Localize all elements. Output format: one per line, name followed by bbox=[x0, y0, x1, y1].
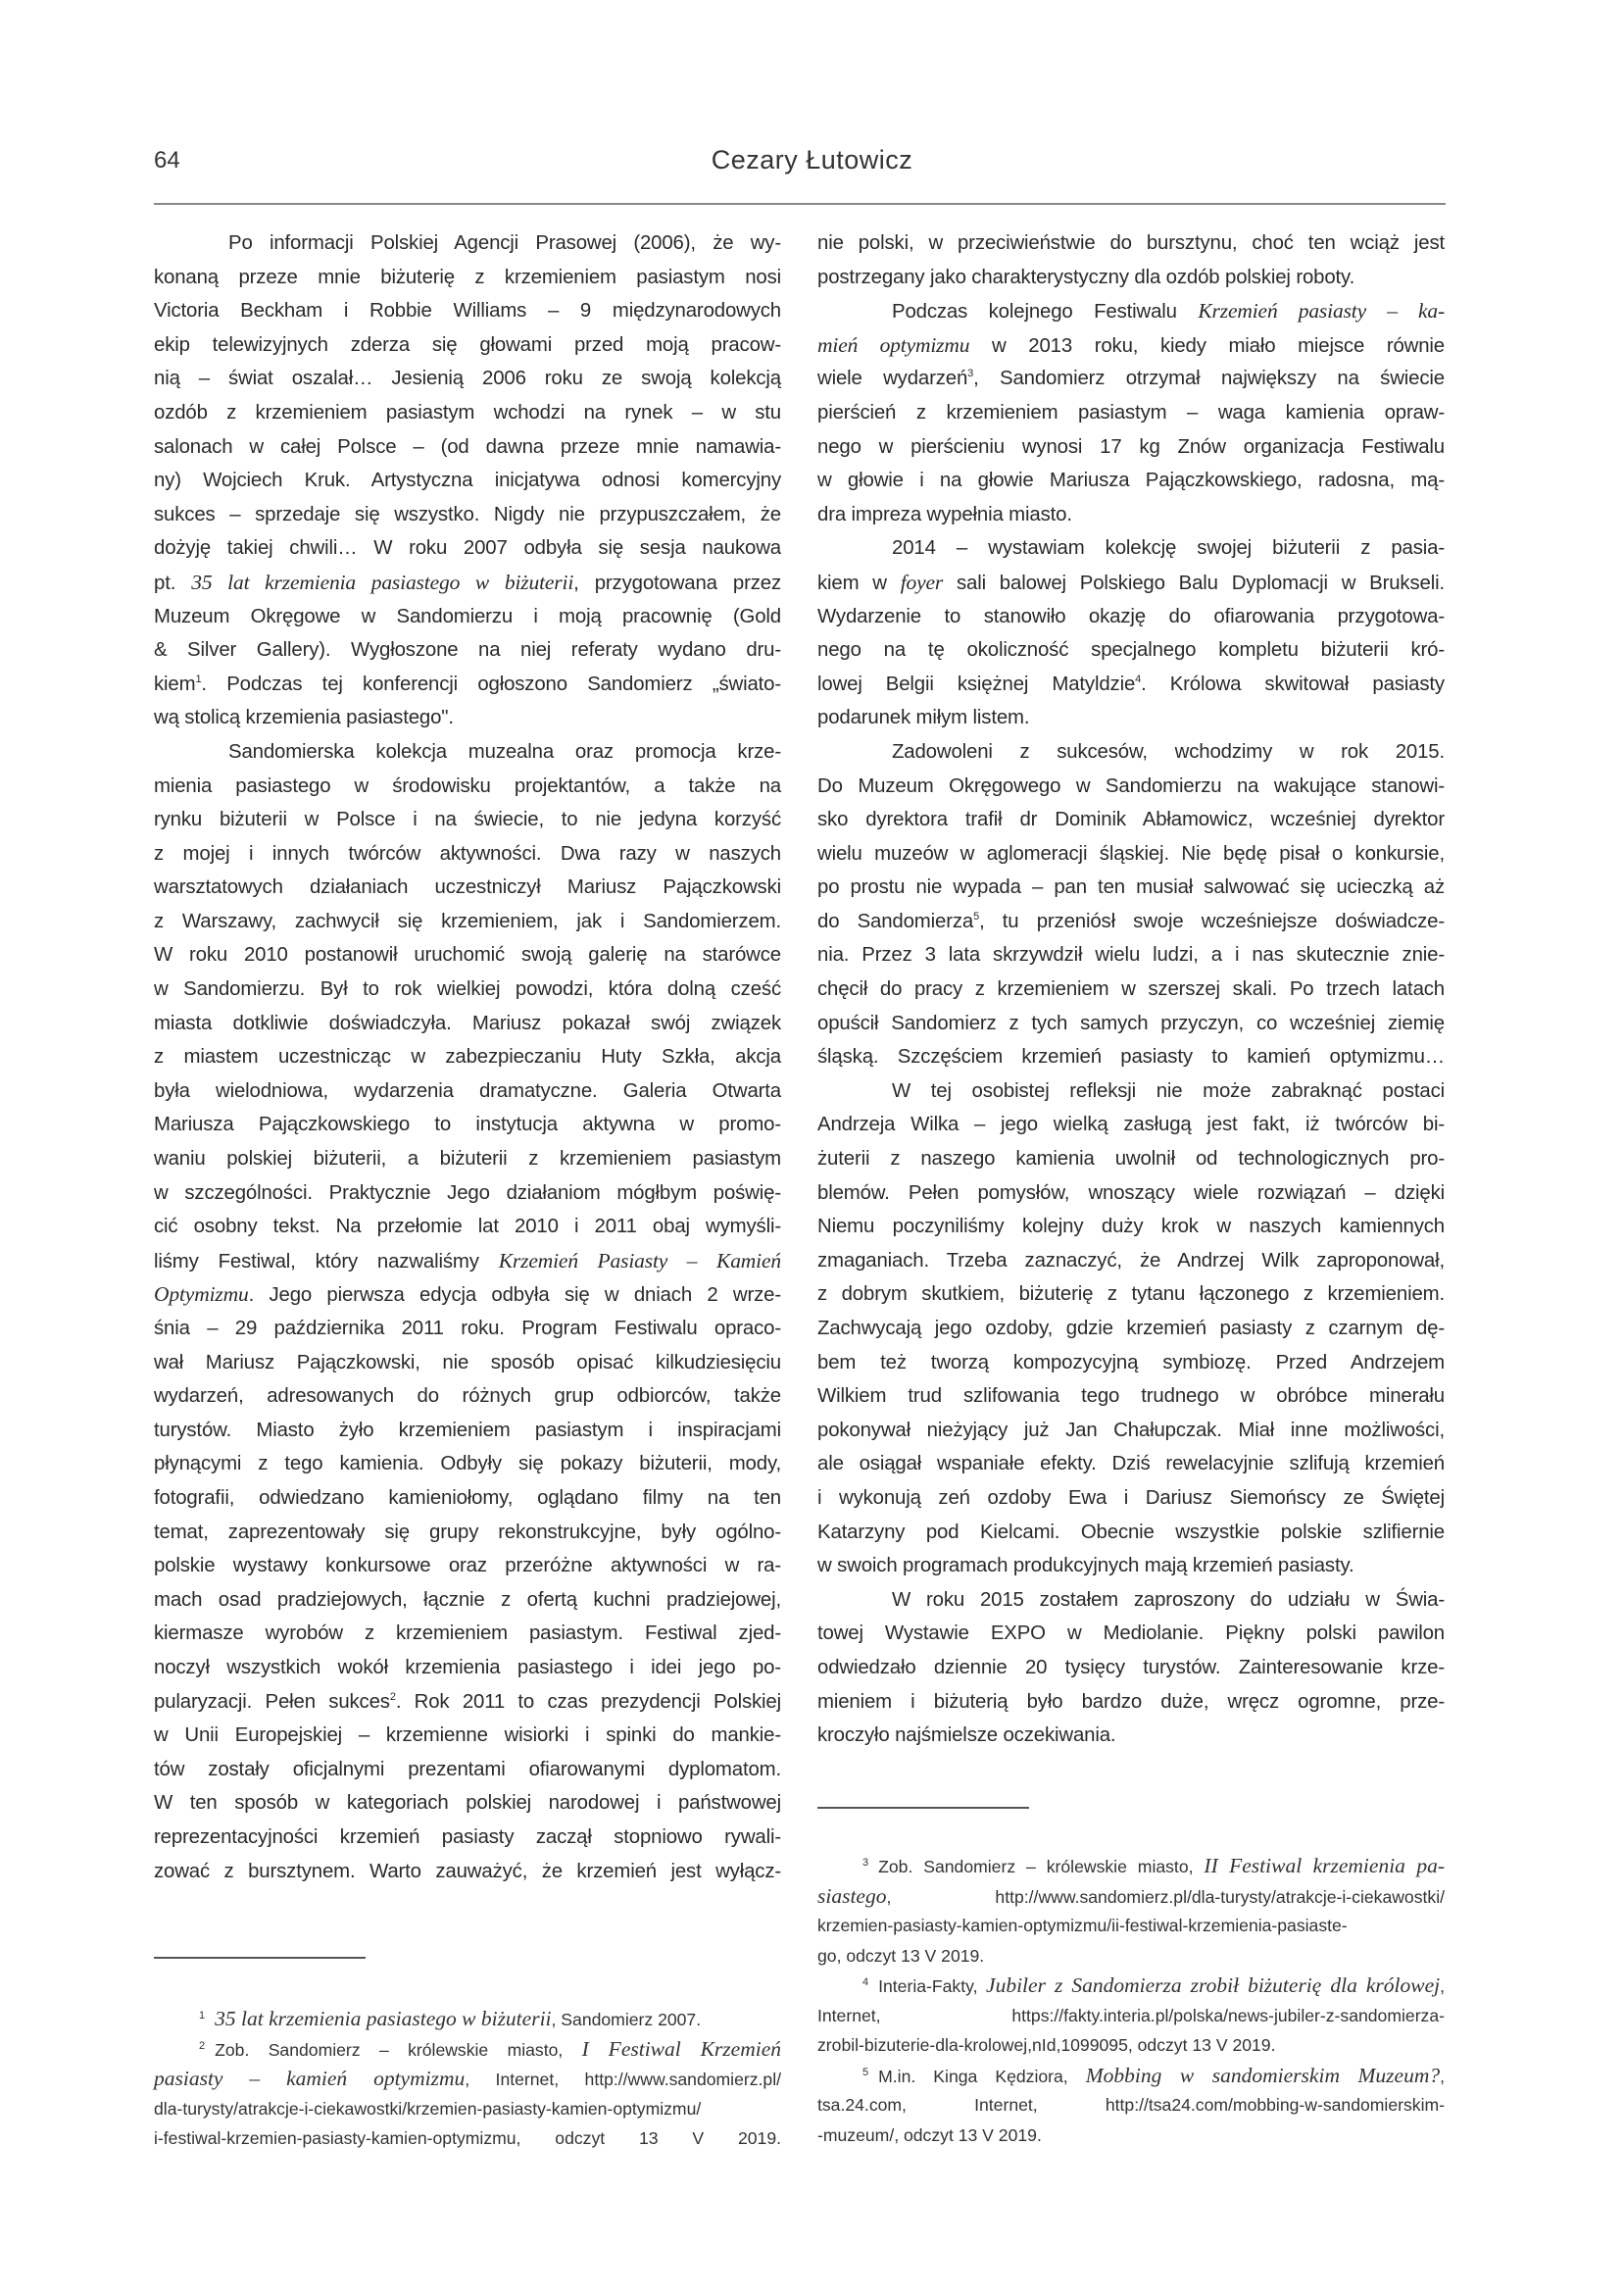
text-run: go, odczyt 13 V 2019. bbox=[817, 1945, 985, 1966]
text-line bbox=[154, 1074, 781, 1109]
text-run: Mariusza Pajączkowskiego to instytucja aktywna w promo- bbox=[154, 1114, 781, 1136]
text-line bbox=[154, 770, 781, 804]
text-run: Andrzeja Wilka – jego wielką zasługą jest fakt, iż twórców bi- bbox=[817, 1114, 1445, 1136]
text-run: waniu polskiej biżuterii, a biżuterii z krzemieniem pasiastym bbox=[154, 1148, 781, 1171]
text-run: noczył wszystkich wokół krzemienia pasiastego i idei jego po- bbox=[154, 1656, 781, 1678]
italic-text: foyer bbox=[900, 570, 944, 594]
text-run: dla-turysty/atrakcje-i-ciekawostki/krzemien-pasiasty-kamien-optymizmu/ bbox=[154, 2098, 702, 2119]
text-run: Niemu poczyniliśmy kolejny duży krok w naszych kamiennych bbox=[817, 1216, 1445, 1238]
text-run: . Królowa skwitował pasiasty bbox=[1141, 673, 1445, 695]
footnote-line bbox=[154, 2094, 781, 2124]
footnote-4 bbox=[817, 1971, 1445, 2061]
text-run: tsa.24.com, Internet, http://tsa24.com/mobbing-w-sandomierskim- bbox=[817, 2095, 1445, 2115]
text-line bbox=[154, 668, 781, 702]
footnotes-right bbox=[817, 1851, 1445, 2150]
text-run: warsztatowych działaniach uczestniczył Mariusz Pajączkowski bbox=[154, 876, 781, 899]
text-line bbox=[154, 1685, 781, 1720]
text-run: była wielodniowa, wydarzenia dramatyczne. Galeria Otwarta bbox=[154, 1079, 781, 1102]
text-line bbox=[154, 1481, 781, 1516]
text-run: . Podczas tej konferencji ogłoszono Sandomierz „świato- bbox=[201, 673, 781, 695]
footnote-2 bbox=[154, 2034, 781, 2154]
text-run: , Internet, http://www.sandomierz.pl/ bbox=[465, 2070, 781, 2089]
text-line bbox=[154, 1176, 781, 1211]
text-line bbox=[817, 1244, 1445, 1278]
footnote-line bbox=[817, 2121, 1445, 2151]
text-run: temat, zaprezentowały się grupy rekonstrukcyjne, były ogólno- bbox=[154, 1521, 781, 1543]
text-line bbox=[154, 1108, 781, 1142]
text-run: reprezentacyjności krzemień pasiasty zaczął stopniowo rywali- bbox=[154, 1825, 781, 1848]
footnote-line bbox=[154, 2064, 781, 2094]
text-run: Interia-Fakty, bbox=[878, 1976, 987, 1996]
text-column-right bbox=[817, 226, 1445, 1753]
text-run: , tu przeniósł swoje wcześniejsze doświadcze- bbox=[979, 910, 1445, 932]
paragraph-first-line bbox=[817, 294, 1445, 328]
text-run: Po informacji Polskiej Agencji Prasowej (2006), że wy- bbox=[228, 232, 781, 254]
text-run: w Unii Europejskiej – krzemienne wisiorki i spinki do mankie- bbox=[154, 1724, 781, 1747]
text-line bbox=[154, 1753, 781, 1787]
text-run: kroczyło najśmielsze oczekiwania. bbox=[817, 1724, 1116, 1747]
paragraph-first-line bbox=[817, 735, 1445, 770]
text-run: ale osiągał wspaniałe efekty. Dziś rewelacyjnie szlifują krzemień bbox=[817, 1453, 1445, 1475]
footnote-line: 2 Zob. Sandomierz – królewskie miasto, I Festiwal Krzemień bbox=[199, 2036, 781, 2061]
text-run: Podczas kolejnego Festiwalu bbox=[892, 301, 1199, 324]
text-run: W tej osobistej refleksji nie może zabraknąć postaci bbox=[892, 1079, 1445, 1102]
text-line bbox=[817, 1108, 1445, 1142]
text-line bbox=[154, 1277, 781, 1312]
text-run: mach osad pradziejowych, łącznie z ofertą kuchni pradziejowej, bbox=[154, 1588, 781, 1611]
text-line bbox=[154, 1007, 781, 1041]
footnote-line: 1 35 lat krzemienia pasiastego w biżuterii, Sandomierz 2007. bbox=[199, 2007, 702, 2030]
italic-text: I Festiwal Krzemień bbox=[581, 2036, 781, 2061]
text-run: sali balowej Polskiego Balu Dyplomacji w Brukseli. bbox=[943, 572, 1445, 594]
italic-text: pasiasty – kamień optymizmu bbox=[154, 2067, 466, 2090]
text-run: pularyzacji. Pełen sukces bbox=[154, 1690, 390, 1713]
text-run: cić osobny tekst. Na przełomie lat 2010 i 2011 obaj wymyśli- bbox=[154, 1216, 781, 1238]
text-run: kiem w bbox=[817, 572, 901, 594]
text-run: ozdób z krzemieniem pasiastym wchodzi na rynek – w stu bbox=[154, 401, 781, 424]
text-run: . Rok 2011 to czas prezydencji Polskiej bbox=[395, 1690, 782, 1713]
text-run: mienia pasiastego w środowisku projektantów, a także na bbox=[154, 774, 781, 797]
footnote-reference[interactable]: 3 bbox=[967, 368, 974, 380]
text-line bbox=[154, 464, 781, 498]
text-line bbox=[817, 261, 1445, 295]
text-line bbox=[817, 430, 1445, 465]
text-run: Katarzyny pod Kielcami. Obecnie wszystkie polskie szlifiernie bbox=[817, 1521, 1445, 1543]
text-run: wał Mariusz Pajączkowski, nie sposób opisać kilkudziesięciu bbox=[154, 1351, 781, 1373]
text-run: podarunek miłym listem. bbox=[817, 707, 1030, 729]
text-run: i-festiwal-krzemien-pasiasty-kamien-optymizmu, odczyt 13 V 2019. bbox=[154, 2128, 781, 2148]
text-run: tów zostały oficjalnymi prezentami ofiarowanymi dyplomatom. bbox=[154, 1758, 781, 1780]
text-run: żuterii z naszego kamienia uwolnił od technologicznych pro- bbox=[817, 1148, 1445, 1171]
text-line bbox=[154, 1414, 781, 1448]
text-run: miasta dotkliwie doświadczyła. Mariusz pokazał swój związek bbox=[154, 1012, 781, 1034]
text-line bbox=[817, 1379, 1445, 1414]
text-run: Zadowoleni z sukcesów, wchodzimy w rok 2015. bbox=[892, 740, 1445, 763]
text-run: w 2013 roku, kiedy miało miejsce równie bbox=[969, 334, 1445, 357]
text-run: nią – świat oszalał… Jesienią 2006 roku ze swoją kolekcją bbox=[154, 368, 781, 390]
text-run: Victoria Beckham i Robbie Williams – 9 międzynarodowych bbox=[154, 300, 781, 323]
text-run: turystów. Miasto żyło krzemieniem pasiastym i inspiracjami bbox=[154, 1419, 781, 1441]
footnote-line bbox=[817, 1881, 1445, 1912]
text-run: w Sandomierzu. Był to rok wielkiej powodzi, która dolną cześć bbox=[154, 978, 781, 1001]
text-line bbox=[154, 1379, 781, 1414]
text-run: kiermasze wyrobów z krzemieniem pasiastym. Festiwal zjed- bbox=[154, 1622, 781, 1645]
text-run: Internet, https://fakty.interia.pl/polska/news-jubiler-z-sandomierza- bbox=[817, 2005, 1445, 2025]
text-line bbox=[817, 1719, 1445, 1753]
footnote-reference[interactable]: 4 bbox=[1135, 673, 1142, 685]
text-run: śląską. Szczęściem krzemień pasiasty to kamień optymizmu… bbox=[817, 1046, 1445, 1069]
paragraph-first-line bbox=[154, 735, 781, 770]
text-line bbox=[817, 464, 1445, 498]
text-run: wą stolicą krzemienia pasiastego". bbox=[154, 707, 454, 729]
text-run: ny) Wojciech Kruk. Artystyczna inicjatywa odnosi komercyjny bbox=[154, 470, 781, 492]
text-run: sukces – sprzedaje się wszystko. Nigdy nie przypuszczałem, że bbox=[154, 503, 781, 525]
text-line bbox=[154, 566, 781, 600]
text-line bbox=[817, 1142, 1445, 1176]
text-line bbox=[154, 1651, 781, 1685]
text-run: nia. Przez 3 lata skrzywdził wielu ludzi, a i nas skutecznie znie- bbox=[817, 944, 1445, 967]
text-run: i wykonują zeń ozdoby Ewa i Dariusz Siemońscy ze Świętej bbox=[817, 1486, 1445, 1509]
italic-text: Krzemień Pasiasty – Kamień bbox=[498, 1248, 782, 1273]
text-run: w szczególności. Praktycznie Jego działaniom mógłbym poświę- bbox=[154, 1181, 781, 1204]
text-line bbox=[154, 294, 781, 328]
text-line bbox=[817, 633, 1445, 668]
footnote-line: 4 Interia-Fakty, Jubiler z Sandomierza zrobił biżuterię dla królowej, bbox=[862, 1973, 1445, 1997]
text-line bbox=[817, 328, 1445, 363]
text-line bbox=[817, 1176, 1445, 1211]
italic-text: 35 lat krzemienia pasiastego w biżuterii bbox=[215, 2007, 552, 2030]
text-line bbox=[154, 1210, 781, 1244]
footnote-line: 3 Zob. Sandomierz – królewskie miasto, II Festiwal krzemienia pa- bbox=[862, 1854, 1445, 1877]
text-line bbox=[154, 1821, 781, 1855]
text-run: sko dyrektora trafił dr Dominik Abłamowicz, wcześniej dyrektor bbox=[817, 809, 1445, 831]
italic-text: II Festiwal krzemienia pa- bbox=[1204, 1854, 1445, 1877]
text-line bbox=[817, 938, 1445, 973]
text-run: dra impreza wypełnia miasto. bbox=[817, 503, 1072, 525]
text-line bbox=[154, 1786, 781, 1821]
text-run: , Sandomierz 2007. bbox=[551, 2010, 702, 2029]
text-run: . Jego pierwsza edycja odbyła się w dniach 2 wrze- bbox=[248, 1284, 781, 1307]
text-run: chęcił do pracy z krzemieniem w szerszej skali. Po trzech latach bbox=[817, 978, 1445, 1001]
text-run: w swoich programach produkcyjnych mają krzemień pasiasty. bbox=[817, 1555, 1354, 1577]
text-run: Zob. Sandomierz – królewskie miasto, bbox=[215, 2039, 582, 2060]
text-line bbox=[154, 1244, 781, 1278]
text-run: bem też tworzą kompozycyjną symbiozę. Przed Andrzejem bbox=[817, 1351, 1445, 1373]
text-run: z mojej i innych twórców aktywności. Dwa razy w naszych bbox=[154, 842, 781, 865]
text-line bbox=[154, 803, 781, 837]
text-run: , bbox=[1440, 1976, 1445, 1996]
text-line bbox=[154, 1855, 781, 1889]
text-run: kiem bbox=[154, 673, 196, 695]
footnote-5 bbox=[817, 2061, 1445, 2151]
text-run: pokonywał nieżyjący już Jan Chałupczak. Miał inne możliwości, bbox=[817, 1419, 1445, 1441]
text-run: w głowie i na głowie Mariusza Pajączkowskiego, radosna, mą- bbox=[817, 470, 1445, 492]
text-run: W ten sposób w kategoriach polskiej narodowej i państwowej bbox=[154, 1792, 781, 1815]
footnote-3 bbox=[817, 1851, 1445, 1971]
text-run: & Silver Gallery). Wygłoszone na niej referaty wydano dru- bbox=[154, 639, 781, 662]
text-run: zmaganiach. Trzeba zaznaczyć, że Andrzej Wilk zaproponował, bbox=[817, 1249, 1445, 1272]
footnote-separator-left bbox=[154, 1957, 366, 1959]
text-line bbox=[154, 1583, 781, 1618]
text-line bbox=[817, 1007, 1445, 1041]
text-run: W roku 2010 postanowił uruchomić swoją galerię na starówce bbox=[154, 944, 781, 967]
text-line bbox=[817, 871, 1445, 905]
text-line bbox=[154, 1346, 781, 1380]
footnote-line bbox=[817, 2030, 1445, 2061]
text-line bbox=[154, 261, 781, 295]
text-run: nego w pierścieniu wynosi 17 kg Znów organizacja Festiwalu bbox=[817, 435, 1445, 458]
text-run: z miastem uczestnicząc w zabezpieczaniu Huty Szkła, akcja bbox=[154, 1046, 781, 1069]
text-line bbox=[154, 938, 781, 973]
text-run: towej Wystawie EXPO w Mediolanie. Piękny polski pawilon bbox=[817, 1622, 1445, 1645]
text-line bbox=[817, 1549, 1445, 1583]
text-line bbox=[817, 1210, 1445, 1244]
text-column-left bbox=[154, 226, 781, 1888]
italic-text: Krzemień pasiasty – ka- bbox=[1198, 299, 1445, 324]
italic-text: 35 lat krzemienia pasiastego w biżuterii bbox=[191, 570, 574, 594]
text-run: , http://www.sandomierz.pl/dla-turysty/atrakcje-i-ciekawostki/ bbox=[886, 1886, 1445, 1907]
text-run: fotografii, odwiedzano kamieniołomy, oglądano filmy na ten bbox=[154, 1486, 781, 1509]
text-run: M.in. Kinga Kędziora, bbox=[878, 2066, 1086, 2086]
text-run: pt. bbox=[154, 572, 192, 594]
text-run: Muzeum Okręgowe w Sandomierzu i moją pracownię (Gold bbox=[154, 605, 781, 627]
text-line bbox=[817, 803, 1445, 837]
text-run: , Sandomierz otrzymał największy na świecie bbox=[973, 368, 1445, 390]
text-run: nie polski, w przeciwieństwie do bursztynu, choć ten wciąż jest bbox=[817, 232, 1445, 254]
text-run: ekip telewizyjnych zderza się głowami przed moją pracow- bbox=[154, 333, 781, 356]
page-number: 64 bbox=[154, 147, 180, 174]
text-run: z dobrym skutkiem, biżuterię z tytanu łączonego z krzemieniem. bbox=[817, 1283, 1445, 1306]
text-line bbox=[817, 1516, 1445, 1550]
text-line bbox=[817, 1651, 1445, 1685]
text-line bbox=[817, 600, 1445, 634]
paragraph-first-line bbox=[817, 1583, 1445, 1618]
text-line bbox=[817, 1481, 1445, 1516]
text-line bbox=[817, 701, 1445, 735]
text-run: dożyję takiej chwili… W roku 2007 odbyła się sesja naukowa bbox=[154, 537, 781, 560]
footnote-reference[interactable]: 2 bbox=[389, 1690, 396, 1703]
text-run: blemów. Pełen pomysłów, wnoszący wiele rozwiązań – dzięki bbox=[817, 1181, 1445, 1204]
text-line bbox=[154, 531, 781, 566]
text-run: lowej Belgii księżnej Matyldzie bbox=[817, 673, 1136, 695]
running-head-author: Cezary Łutowicz bbox=[711, 145, 913, 175]
text-line bbox=[817, 668, 1445, 702]
text-line bbox=[817, 1277, 1445, 1312]
text-run: Sandomierska kolekcja muzealna oraz promocja krze- bbox=[228, 740, 781, 763]
text-run: wielu muzeów w aglomeracji śląskiej. Nie będę pisał o konkursie, bbox=[817, 842, 1445, 865]
text-run: Wilkiem trud szlifowania tego trudnego w obróbce minerału bbox=[817, 1385, 1445, 1408]
text-line bbox=[154, 1040, 781, 1074]
text-run: W roku 2015 zostałem zaproszony do udziału w Świa- bbox=[892, 1588, 1445, 1611]
italic-text: Jubiler z Sandomierza zrobił biżuterię dla królowej bbox=[986, 1973, 1441, 1997]
text-line bbox=[817, 1414, 1445, 1448]
text-line bbox=[154, 973, 781, 1007]
text-run: śnia – 29 października 2011 roku. Program Festiwalu opraco- bbox=[154, 1318, 781, 1339]
text-run: liśmy Festiwal, który nazwaliśmy bbox=[154, 1250, 499, 1273]
text-run: Zachwycają jego ozdoby, gdzie krzemień pasiasty z czarnym dę- bbox=[817, 1318, 1445, 1339]
text-line bbox=[154, 1312, 781, 1346]
footnote-reference[interactable]: 5 bbox=[973, 910, 980, 923]
text-run: -muzeum/, odczyt 13 V 2019. bbox=[817, 2124, 1042, 2145]
text-run: rynku biżuterii w Polsce i na świecie, to nie jedyna korzyść bbox=[154, 809, 781, 831]
footnote-reference[interactable]: 1 bbox=[195, 673, 202, 685]
text-line bbox=[154, 905, 781, 939]
text-line bbox=[154, 633, 781, 668]
text-line bbox=[154, 328, 781, 363]
text-line bbox=[154, 600, 781, 634]
italic-text: mień optymizmu bbox=[817, 332, 970, 357]
header-rule bbox=[154, 203, 1446, 205]
text-run: pierścień z krzemieniem pasiastym – waga kamienia opraw- bbox=[817, 401, 1445, 424]
text-line bbox=[154, 837, 781, 872]
text-line bbox=[154, 396, 781, 430]
text-run: nego na tę okoliczność specjalnego kompletu biżuterii kró- bbox=[817, 639, 1445, 662]
text-run: płynącymi z tego kamienia. Odbyły się pokazy biżuterii, mody, bbox=[154, 1453, 781, 1475]
text-line bbox=[817, 770, 1445, 804]
text-run: opuścił Sandomierz z tych samych przyczyn, co wcześniej ziemię bbox=[817, 1012, 1445, 1034]
text-run: , przygotowana przez bbox=[573, 572, 781, 594]
text-line bbox=[817, 1685, 1445, 1720]
text-run: zować z bursztynem. Warto zauważyć, że krzemień jest wyłącz- bbox=[154, 1860, 781, 1882]
text-run: , bbox=[1440, 2066, 1445, 2086]
text-run: wydarzeń, adresowanych do różnych grup odbiorców, także bbox=[154, 1385, 781, 1408]
text-run: wiele wydarzeń bbox=[817, 368, 968, 390]
footnote-line bbox=[817, 2090, 1445, 2121]
footnote-line bbox=[817, 1911, 1445, 1941]
text-line bbox=[154, 1617, 781, 1651]
text-line bbox=[817, 837, 1445, 872]
footnote-line bbox=[817, 2001, 1445, 2031]
text-line bbox=[154, 701, 781, 735]
text-line bbox=[154, 1447, 781, 1481]
text-line bbox=[154, 871, 781, 905]
text-run: Zob. Sandomierz – królewskie miasto, bbox=[878, 1857, 1205, 1876]
text-run: do Sandomierza bbox=[817, 910, 974, 932]
paragraph-first-line bbox=[817, 1074, 1445, 1109]
footnote-line bbox=[154, 2123, 781, 2154]
footnote-1 bbox=[154, 2004, 781, 2034]
text-run: postrzegany jako charakterystyczny dla ozdób polskiej roboty. bbox=[817, 266, 1355, 288]
text-line bbox=[154, 498, 781, 532]
footnote-line: 5 M.in. Kinga Kędziora, Mobbing w sandomierskim Muzeum?, bbox=[862, 2063, 1445, 2087]
footnotes-left bbox=[154, 2004, 781, 2154]
text-line bbox=[154, 1516, 781, 1550]
text-line bbox=[817, 973, 1445, 1007]
text-run: odwiedzało dziennie 20 tysięcy turystów. Zainteresowanie krze- bbox=[817, 1656, 1445, 1678]
italic-text: siastego bbox=[817, 1883, 887, 1908]
text-run: Do Muzeum Okręgowego w Sandomierzu na wakujące stanowi- bbox=[817, 774, 1445, 797]
text-run: salonach w całej Polsce – (od dawna przeze mnie namawia- bbox=[154, 435, 781, 458]
paragraph-first-line bbox=[817, 531, 1445, 566]
text-run: konaną przeze mnie biżuterię z krzemieniem pasiastym nosi bbox=[154, 266, 781, 288]
paragraph-first-line bbox=[154, 226, 781, 261]
footnote-separator-right bbox=[817, 1807, 1029, 1809]
text-line bbox=[154, 362, 781, 396]
text-line bbox=[817, 1617, 1445, 1651]
text-line bbox=[154, 430, 781, 465]
text-line bbox=[817, 1040, 1445, 1074]
text-run: Wydarzenie to stanowiło okazję do ofiarowania przygotowa- bbox=[817, 605, 1445, 627]
text-line bbox=[154, 1719, 781, 1753]
text-line bbox=[817, 498, 1445, 532]
text-line bbox=[817, 1447, 1445, 1481]
text-line bbox=[817, 226, 1445, 261]
footnote-line bbox=[817, 1941, 1445, 1972]
text-run: mieniem i biżuterią było bardzo duże, wręcz ogromne, prze- bbox=[817, 1690, 1445, 1713]
italic-text: Optymizmu bbox=[154, 1282, 249, 1307]
text-run: krzemien-pasiasty-kamien-optymizmu/ii-festiwal-krzemienia-pasiaste- bbox=[817, 1916, 1348, 1935]
text-run: po prostu nie wypada – pan ten musiał salwować się ucieczką aż bbox=[817, 876, 1445, 899]
text-line bbox=[817, 566, 1445, 600]
text-line bbox=[154, 1549, 781, 1583]
text-line bbox=[154, 1142, 781, 1176]
text-line bbox=[817, 1312, 1445, 1346]
text-run: 2014 – wystawiam kolekcję swojej biżuterii z pasia- bbox=[892, 537, 1445, 560]
italic-text: Mobbing w sandomierskim Muzeum? bbox=[1085, 2063, 1441, 2087]
text-run: zrobil-bizuterie-dla-krolowej,nId,1099095, odczyt 13 V 2019. bbox=[817, 2035, 1276, 2055]
text-line bbox=[817, 396, 1445, 430]
text-run: z Warszawy, zachwycił się krzemieniem, jak i Sandomierzem. bbox=[154, 910, 781, 932]
text-line bbox=[817, 905, 1445, 939]
text-run: polskie wystawy konkursowe oraz przeróżne aktywności w ra- bbox=[154, 1555, 781, 1577]
text-line bbox=[817, 362, 1445, 396]
text-line bbox=[817, 1346, 1445, 1380]
